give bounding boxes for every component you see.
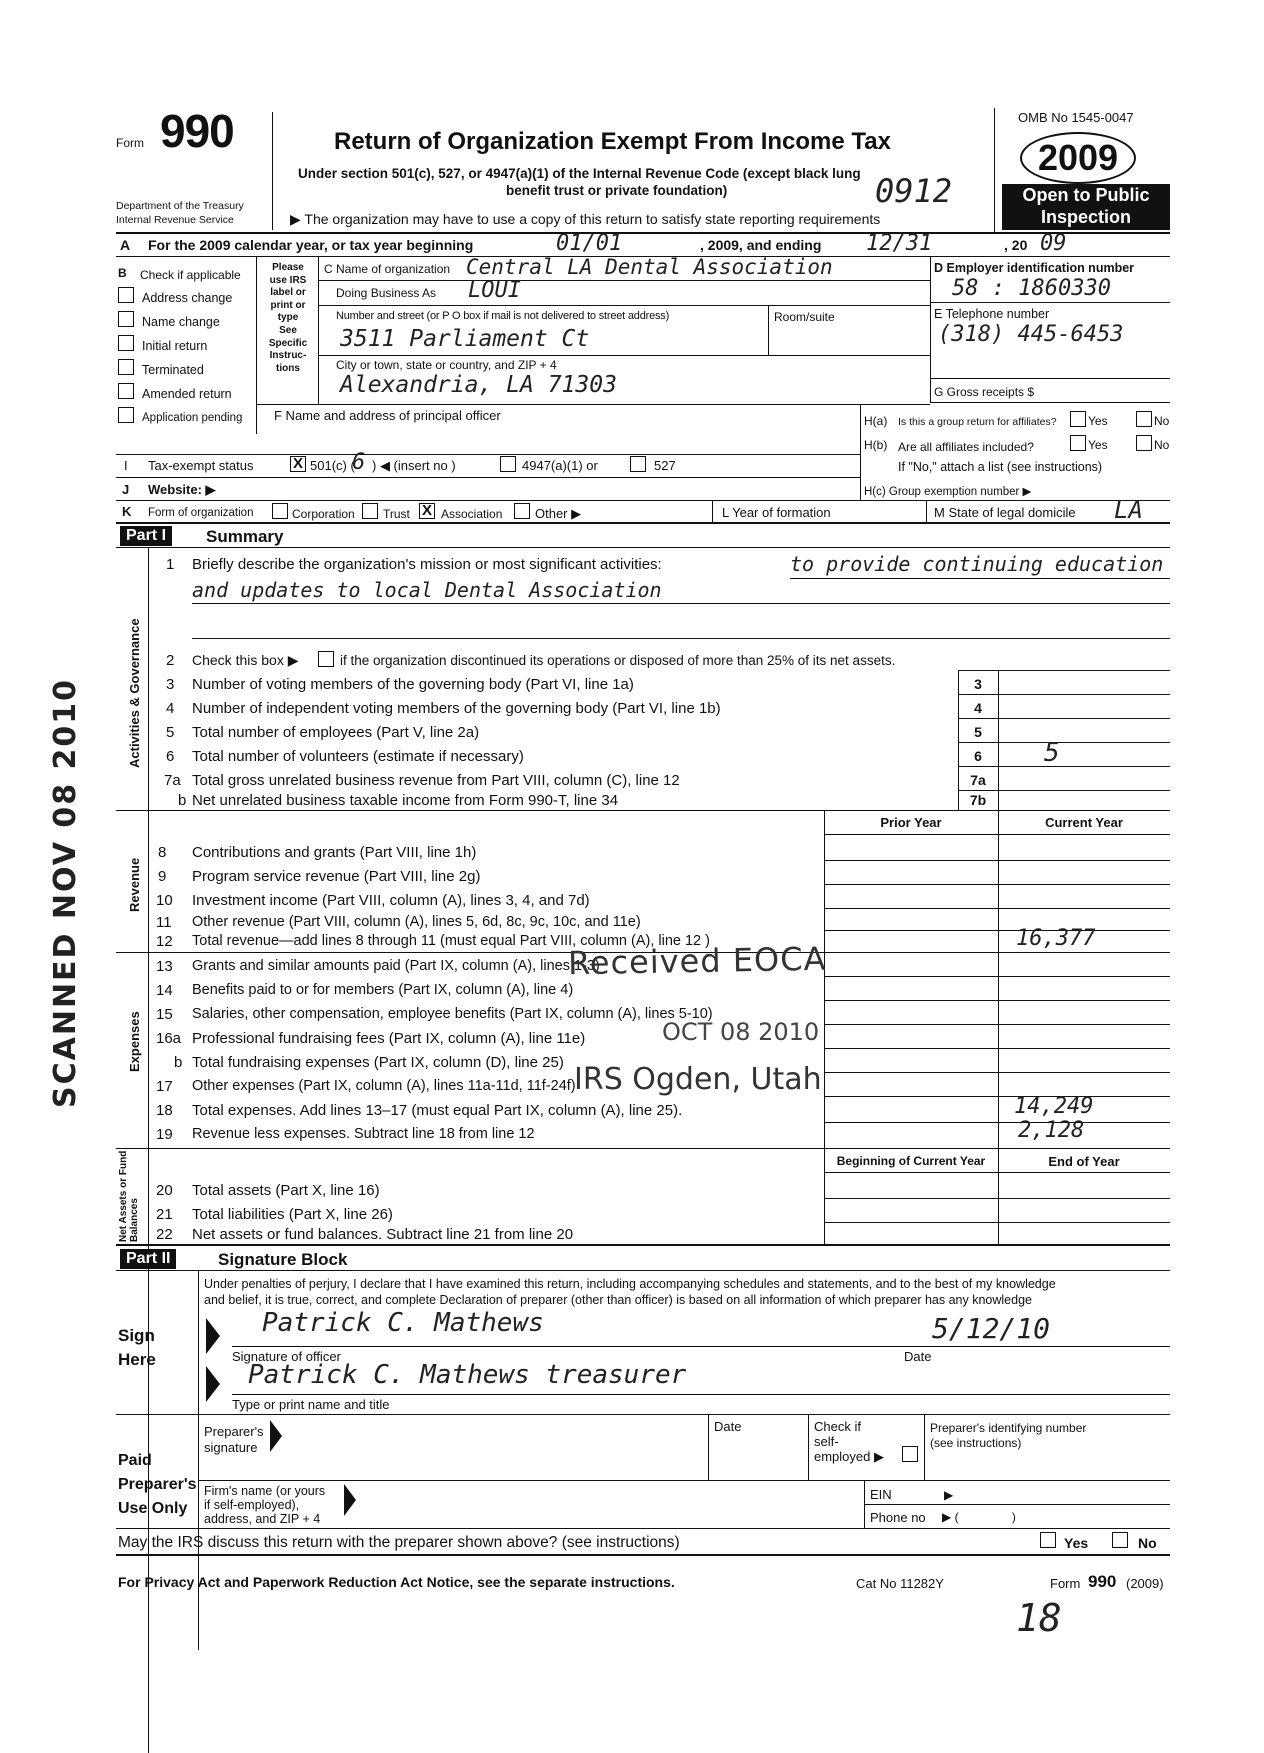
corporation-checkbox[interactable] — [272, 503, 288, 519]
ha-no-checkbox[interactable] — [1136, 411, 1152, 427]
line-22-num: 22 — [156, 1226, 173, 1243]
line-1-num: 1 — [166, 556, 175, 573]
paid-label: Paid — [118, 1452, 152, 1469]
name-arrow-icon — [206, 1366, 220, 1402]
line-2-text-b: if the organization discontinued its operations or disposed of more than 25% of its net assets. — [340, 653, 896, 668]
check-if-label-1: Check if — [814, 1419, 861, 1434]
hb-note: If "No," attach a list (see instructions) — [898, 460, 1103, 474]
line-5-box: 5 — [974, 724, 982, 740]
signature-arrow-icon — [206, 1318, 220, 1354]
line-14-text: Benefits paid to or for members (Part IX, column (A), line 4) — [192, 982, 574, 998]
application-pending-label: Application pending — [142, 412, 243, 424]
line-7a-text: Total gross unrelated business revenue from Part VIII, column (C), line 12 — [192, 772, 680, 789]
501c-insert-value[interactable]: 6 — [352, 450, 366, 475]
line-a-text: For the 2009 calendar year, or tax year beginning — [148, 237, 474, 253]
line-7b-box: 7b — [969, 792, 987, 808]
end-year-header: End of Year — [1048, 1154, 1120, 1169]
form-of-org-label: Form of organization — [148, 507, 254, 519]
side-expenses: Expenses — [127, 1011, 142, 1072]
self-employed-checkbox[interactable] — [902, 1446, 918, 1462]
line-4-box: 4 — [974, 700, 982, 716]
form-title: Return of Organization Exempt From Income Tax — [334, 128, 891, 155]
sign-label: Sign — [118, 1326, 155, 1345]
line-15-text: Salaries, other compensation, employee benefits (Part IX, column (A), lines 5-10) — [192, 1006, 713, 1022]
amended-return-checkbox[interactable] — [118, 383, 134, 399]
line-16a-num: 16a — [156, 1030, 182, 1047]
line-20-text: Total assets (Part X, line 16) — [192, 1182, 380, 1199]
firm-arrow-icon — [344, 1484, 356, 1516]
line-5-text: Total number of employees (Part V, line 2a) — [192, 724, 480, 741]
line-7b-num: b — [178, 792, 187, 809]
open-to-public-badge — [1002, 184, 1170, 230]
signature-date-label: Date — [904, 1349, 932, 1364]
ein-value[interactable]: 58 : 1860330 — [952, 276, 1111, 301]
line-16a-text: Professional fundraising fees (Part IX, column (A), line 11e) — [192, 1030, 586, 1047]
website-label: Website: ▶ — [148, 482, 216, 497]
irs-label: Internal Revenue Service — [116, 214, 234, 226]
initial-return-checkbox[interactable] — [118, 335, 134, 351]
telephone-value[interactable]: (318) 445-6453 — [938, 322, 1124, 347]
527-label: 527 — [654, 458, 676, 473]
omb-number: OMB No 1545-0047 — [1018, 110, 1134, 125]
line-9-num: 9 — [158, 868, 167, 885]
please-label — [262, 262, 314, 375]
line-2-text-a: Check this box ▶ — [192, 652, 299, 668]
hb-no-label: No — [1154, 438, 1170, 452]
typed-name-title[interactable]: Patrick C. Mathews treasurer — [248, 1360, 687, 1390]
4947-label: 4947(a)(1) or — [522, 458, 598, 473]
mission-line-1[interactable]: to provide continuing education — [790, 552, 1164, 576]
part-2-title: Signature Block — [218, 1250, 348, 1269]
please-line-8: Instruc- — [269, 350, 307, 362]
form-label: Form — [116, 136, 144, 150]
hb-text: Are all affiliates included? — [898, 440, 1034, 454]
part-2-tag: Part II — [120, 1249, 176, 1269]
line-18-value[interactable]: 14,249 — [1014, 1094, 1094, 1119]
line-11-num: 11 — [156, 914, 172, 931]
line-7a-box: 7a — [970, 772, 986, 788]
line-16b-text: Total fundraising expenses (Part IX, column (D), line 25) — [192, 1054, 564, 1071]
trust-label: Trust — [383, 507, 410, 521]
ha-no-label: No — [1154, 414, 1170, 428]
section-b-label: B — [118, 266, 127, 280]
association-label: Association — [441, 507, 503, 521]
line-13-num: 13 — [156, 958, 173, 975]
state-reporting-notice: ▶ The organization may have to use a copy of this return to satisfy state reporting requirements — [290, 211, 881, 227]
trust-checkbox[interactable] — [362, 503, 378, 519]
prior-year-header: Prior Year — [880, 815, 942, 830]
name-change-checkbox[interactable] — [118, 311, 134, 327]
preparer-ein-label: EIN — [870, 1487, 892, 1502]
irs-ogden-stamp: IRS Ogden, Utah — [574, 1062, 822, 1097]
form-subtitle-1: Under section 501(c), 527, or 4947(a)(1) of the Internal Revenue Code (except black lung — [298, 166, 861, 181]
please-line-5: type — [277, 312, 299, 324]
line-7a-num: 7a — [164, 772, 181, 789]
line-9-text: Program service revenue (Part VIII, line 2g) — [192, 868, 481, 885]
here-label: Here — [118, 1350, 156, 1369]
discuss-no-label: No — [1138, 1535, 1157, 1551]
line-18-text: Total expenses. Add lines 13–17 (must equal Part IX, column (A), line 25). — [192, 1102, 683, 1119]
line-3-num: 3 — [166, 676, 175, 693]
hb-prefix: H(b) — [864, 438, 888, 452]
open-public-line-2: Inspection — [1040, 207, 1131, 227]
preparers-label: Preparer's — [118, 1476, 197, 1493]
city-state-zip[interactable]: Alexandria, LA 71303 — [340, 372, 617, 398]
please-line-6: See — [279, 324, 297, 336]
ein-label: D Employer identification number — [934, 261, 1135, 275]
preparer-signature-label-2: signature — [204, 1440, 258, 1455]
line-3-text: Number of voting members of the governing body (Part VI, line 1a) — [192, 676, 634, 693]
line-12-text: Total revenue—add lines 8 through 11 (must equal Part VIII, column (A), line 12 ) — [192, 933, 710, 949]
line-k-letter: K — [122, 504, 132, 519]
line-6-text: Total number of volunteers (estimate if necessary) — [192, 748, 524, 765]
street-label: Number and street (or P O box if mail is not delivered to street address) — [336, 310, 670, 322]
other-checkbox[interactable] — [514, 503, 530, 519]
org-name-label: C Name of organization — [324, 262, 451, 276]
tax-year: 2009 — [1020, 132, 1136, 184]
501c-checkbox[interactable]: X — [290, 456, 306, 472]
dba-value[interactable]: LOUI — [468, 278, 521, 303]
footer-form-number: 990 — [1088, 1572, 1117, 1591]
line-3-box: 3 — [974, 676, 982, 692]
catalog-number: Cat No 11282Y — [856, 1576, 944, 1591]
page-mark: 18 — [1016, 1596, 1062, 1640]
line-a-year-prefix: , 20 — [1004, 237, 1028, 253]
tax-exempt-label: Tax-exempt status — [148, 458, 254, 473]
line-17-text: Other expenses (Part IX, column (A), lines 11a-11d, 11f-24f) — [192, 1078, 576, 1094]
received-stamp: Received EOCA — [567, 939, 827, 983]
footer-form-year: (2009) — [1126, 1576, 1164, 1591]
room-label: Room/suite — [774, 310, 835, 324]
preparer-arrow-icon — [270, 1420, 282, 1452]
line-8-num: 8 — [158, 844, 167, 861]
line-8-text: Contributions and grants (Part VIII, line 1h) — [192, 844, 477, 861]
preparer-id-label-1: Preparer's identifying number — [930, 1421, 1087, 1435]
group-exemption-label: H(c) Group exemption number ▶ — [864, 486, 1032, 498]
mission-line-2[interactable]: and updates to local Dental Association — [192, 578, 662, 602]
line-10-text: Investment income (Part VIII, column (A), lines 3, 4, and 7d) — [192, 892, 590, 909]
line-12-num: 12 — [156, 933, 173, 950]
received-stamp-date: OCT 08 2010 — [662, 1018, 820, 1046]
ha-prefix: H(a) — [864, 414, 888, 428]
line-20-num: 20 — [156, 1182, 173, 1199]
side-net-assets: Net Assets or Fund Balances — [118, 1150, 140, 1242]
tax-year-end-year[interactable]: 09 — [1040, 231, 1067, 256]
tax-year-begin[interactable]: 01/01 — [556, 231, 623, 256]
line-14-num: 14 — [156, 982, 173, 999]
line-22-text: Net assets or fund balances. Subtract line 21 from line 20 — [192, 1226, 574, 1243]
line-21-text: Total liabilities (Part X, line 26) — [192, 1206, 393, 1223]
phone-arrow-icon: ▶ ( ) — [942, 1510, 1016, 1524]
begin-year-header: Beginning of Current Year — [836, 1154, 986, 1168]
penalty-line-2: and belief, it is true, correct, and complete Declaration of preparer (other than officer) is based on all information of which preparer has any knowledge — [204, 1293, 1032, 1307]
line-6-box: 6 — [974, 748, 982, 764]
side-activities-governance: Activities & Governance — [127, 618, 142, 768]
discuss-yes-label: Yes — [1064, 1535, 1089, 1551]
firm-name-label-3: address, and ZIP + 4 — [204, 1512, 321, 1526]
initial-return-label: Initial return — [142, 339, 208, 353]
501c-label: 501(c) ( — [310, 458, 355, 473]
line-4-num: 4 — [166, 700, 175, 717]
section-b-title: Check if applicable — [140, 268, 241, 282]
scanned-stamp: SCANNED NOV 08 2010 — [48, 677, 83, 1108]
preparer-id-label-2: (see instructions) — [930, 1436, 1022, 1450]
discontinued-checkbox[interactable] — [318, 651, 334, 667]
line-2-num: 2 — [166, 652, 175, 669]
firm-name-label-1: Firm's name (or yours — [204, 1484, 326, 1498]
state-domicile-value[interactable]: LA — [1114, 496, 1143, 524]
ein-arrow-icon: ▶ — [944, 1488, 954, 1502]
check-if-label-2: self- — [814, 1434, 839, 1449]
line-j-letter: J — [122, 482, 130, 497]
other-label: Other ▶ — [535, 506, 582, 521]
application-pending-checkbox[interactable] — [118, 407, 134, 423]
part-1-title: Summary — [206, 527, 284, 546]
line-19-num: 19 — [156, 1126, 173, 1143]
ha-yes-label: Yes — [1088, 414, 1108, 428]
org-name[interactable]: Central LA Dental Association — [466, 255, 833, 279]
firm-name-label-2: if self-employed), — [204, 1498, 300, 1512]
privacy-notice: For Privacy Act and Paperwork Reduction Act Notice, see the separate instructions. — [118, 1574, 675, 1590]
amended-return-label: Amended return — [142, 387, 232, 401]
discuss-yes-checkbox[interactable] — [1040, 1532, 1056, 1548]
current-year-header: Current Year — [1045, 815, 1123, 830]
dept-treasury: Department of the Treasury — [116, 200, 244, 212]
preparer-date-label: Date — [714, 1419, 742, 1434]
please-line-9: tions — [276, 362, 300, 374]
type-name-label: Type or print name and title — [232, 1397, 390, 1412]
line-5-num: 5 — [166, 724, 175, 741]
line-i-letter: I — [124, 458, 128, 473]
line-6-num: 6 — [166, 748, 175, 765]
form-number: 990 — [160, 105, 234, 157]
line-13-text: Grants and similar amounts paid (Part IX, column (A), lines 1-3) — [192, 958, 600, 974]
footer-form-label: Form — [1050, 1576, 1081, 1591]
line-19-value[interactable]: 2,128 — [1018, 1118, 1085, 1143]
line-12-value[interactable]: 16,377 — [1016, 926, 1096, 951]
please-line-2: use IRS — [269, 274, 307, 286]
terminated-checkbox[interactable] — [118, 359, 134, 375]
use-only-label: Use Only — [118, 1500, 188, 1517]
principal-officer-label: F Name and address of principal officer — [274, 408, 501, 423]
line-4-text: Number of independent voting members of the governing body (Part VI, line 1b) — [192, 700, 721, 717]
city-label: City or town, state or country, and ZIP + 4 — [336, 358, 557, 372]
line-16b-num: b — [174, 1054, 183, 1071]
4947-checkbox[interactable] — [500, 456, 516, 472]
discuss-no-checkbox[interactable] — [1112, 1532, 1128, 1548]
check-if-label-3: employed ▶ — [814, 1449, 884, 1464]
line-21-num: 21 — [156, 1206, 173, 1223]
line-6-value[interactable]: 5 — [1044, 738, 1060, 768]
gross-receipts-label: G Gross receipts $ — [934, 385, 1035, 399]
open-public-line-1: Open to Public — [1022, 185, 1150, 205]
please-line-7: Specific — [268, 337, 308, 349]
hb-yes-label: Yes — [1088, 438, 1108, 452]
line-18-num: 18 — [156, 1102, 173, 1119]
address-change-label: Address change — [142, 291, 233, 305]
penalty-line-1: Under penalties of perjury, I declare that I have examined this return, including accompanying schedules and statements, and to the best of my knowledge — [204, 1277, 1056, 1291]
line-1-text: Briefly describe the organization's mission or most significant activities: — [192, 556, 662, 573]
line-11-text: Other revenue (Part VIII, column (A), lines 5, 6d, 8c, 9c, 10c, and 11e) — [192, 914, 641, 930]
state-domicile-label: M State of legal domicile — [934, 505, 1076, 520]
corporation-label: Corporation — [292, 507, 355, 521]
year-formation-label: L Year of formation — [722, 505, 831, 520]
hb-yes-checkbox[interactable] — [1070, 435, 1086, 451]
tax-year-end[interactable]: 12/31 — [866, 231, 933, 256]
signature-date[interactable]: 5/12/10 — [932, 1312, 1051, 1345]
signature-officer-label: Signature of officer — [232, 1349, 341, 1364]
ha-yes-checkbox[interactable] — [1070, 411, 1086, 427]
line-a-mid: , 2009, and ending — [700, 237, 822, 253]
line-10-num: 10 — [156, 892, 173, 909]
527-checkbox[interactable] — [630, 456, 646, 472]
address-change-checkbox[interactable] — [118, 287, 134, 303]
line-a-letter: A — [120, 237, 131, 253]
name-change-label: Name change — [142, 315, 220, 329]
ha-text: Is this a group return for affiliates? — [898, 416, 1057, 428]
hb-no-checkbox[interactable] — [1136, 435, 1152, 451]
discuss-question: May the IRS discuss this return with the preparer shown above? (see instructions) — [118, 1534, 680, 1551]
501c-insert-label: ) ◀ (insert no ) — [372, 458, 456, 473]
dba-label: Doing Business As — [336, 286, 437, 300]
please-line-4: print or — [270, 299, 306, 311]
line-19-text: Revenue less expenses. Subtract line 18 from line 12 — [192, 1126, 535, 1142]
line-7b-text: Net unrelated business taxable income from Form 990-T, line 34 — [192, 792, 619, 809]
association-checkbox[interactable]: X — [419, 503, 435, 519]
telephone-label: E Telephone number — [934, 307, 1050, 321]
side-revenue: Revenue — [127, 857, 142, 912]
part-1-tag: Part I — [120, 526, 172, 546]
street-address[interactable]: 3511 Parliament Ct — [340, 326, 590, 352]
preparer-signature-label-1: Preparer's — [204, 1424, 264, 1439]
preparer-phone-label: Phone no — [870, 1510, 926, 1525]
line-17-num: 17 — [156, 1078, 173, 1095]
terminated-label: Terminated — [142, 363, 204, 377]
line-15-num: 15 — [156, 1006, 173, 1023]
please-line-3: label or — [270, 287, 306, 299]
officer-signature[interactable]: Patrick C. Mathews — [262, 1308, 544, 1338]
handwritten-code: 0912 — [875, 172, 953, 210]
please-line-1: Please — [272, 262, 304, 273]
form-subtitle-2: benefit trust or private foundation) — [506, 183, 728, 198]
